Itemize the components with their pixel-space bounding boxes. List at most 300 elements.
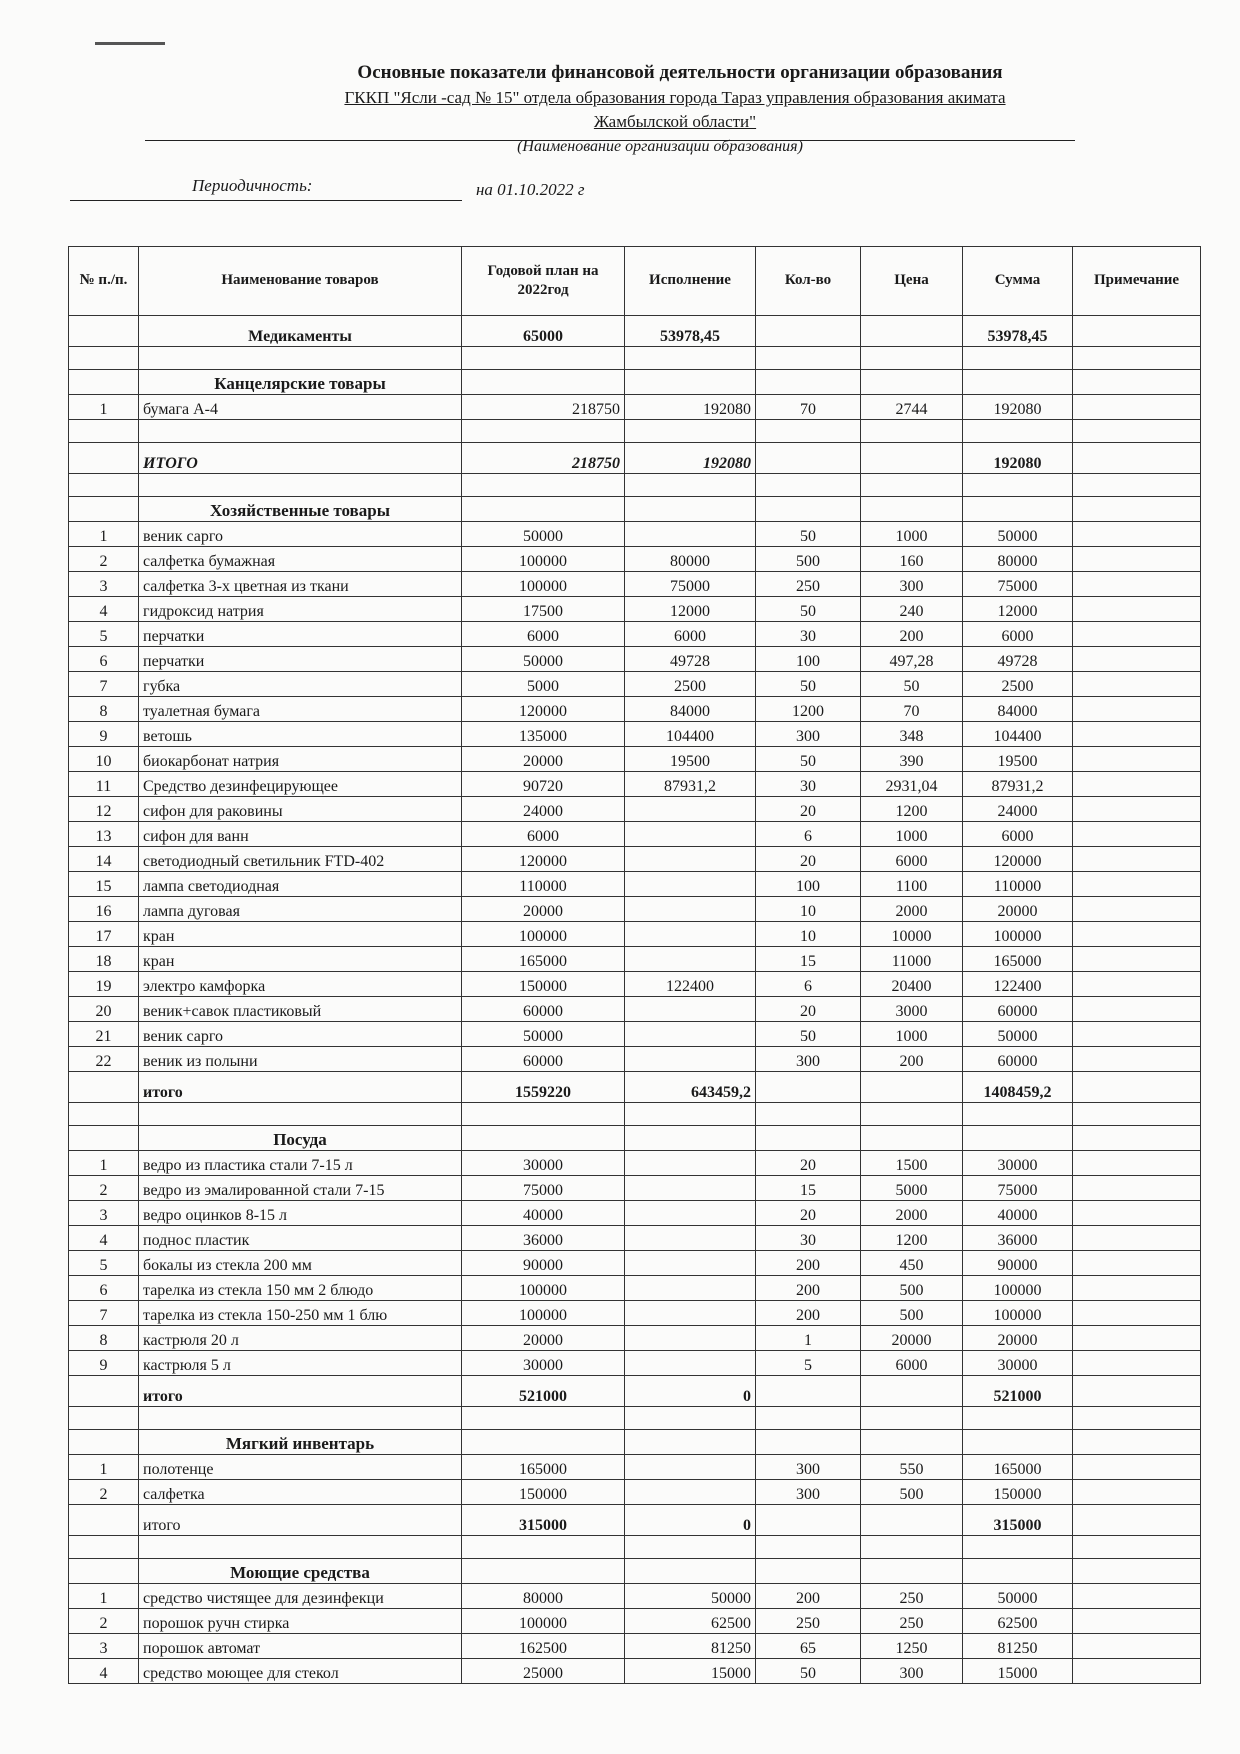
note-cell xyxy=(1073,1176,1201,1201)
sum-cell: 6000 xyxy=(963,822,1073,847)
periodicity-underline xyxy=(70,200,462,201)
document-title: Основные показатели финансовой деятельности организации образования xyxy=(357,62,1003,83)
row-number-cell: 14 xyxy=(69,847,139,872)
execution-cell xyxy=(625,1022,756,1047)
sum-cell: 192080 xyxy=(963,395,1073,420)
row-number-cell: 13 xyxy=(69,822,139,847)
total-label-cell: итого xyxy=(139,1072,462,1103)
item-row xyxy=(69,572,1201,597)
price-cell: 2744 xyxy=(861,395,963,420)
item-row xyxy=(69,847,1201,872)
sum-cell: 1408459,2 xyxy=(963,1072,1073,1103)
item-name-cell: бокалы из стекла 200 мм xyxy=(139,1251,462,1276)
item-row xyxy=(69,1584,1201,1609)
empty-cell xyxy=(139,347,462,370)
price-cell: 240 xyxy=(861,597,963,622)
item-name-cell: веник сарго xyxy=(139,1022,462,1047)
sum-cell: 165000 xyxy=(963,947,1073,972)
note-cell xyxy=(1073,722,1201,747)
sum-cell: 521000 xyxy=(963,1376,1073,1407)
section-title: Моющие средства xyxy=(139,1559,462,1584)
empty-cell xyxy=(963,370,1073,395)
item-row xyxy=(69,872,1201,897)
empty-cell xyxy=(1073,1536,1201,1559)
plan-cell: 6000 xyxy=(462,622,625,647)
column-header-name: Наименование товаров xyxy=(139,247,462,316)
item-row xyxy=(69,1276,1201,1301)
empty-cell xyxy=(861,474,963,497)
note-cell xyxy=(1073,1047,1201,1072)
sum-cell: 104400 xyxy=(963,722,1073,747)
empty-cell xyxy=(963,1126,1073,1151)
empty-cell xyxy=(861,420,963,443)
empty-cell xyxy=(625,370,756,395)
organization-caption: (Наименование организации образования) xyxy=(517,138,803,155)
column-header-sum: Сумма xyxy=(963,247,1073,316)
note-cell xyxy=(1073,395,1201,420)
price-cell: 200 xyxy=(861,622,963,647)
item-name-cell: лампа светодиодная xyxy=(139,872,462,897)
sum-cell: 6000 xyxy=(963,622,1073,647)
quantity-cell: 200 xyxy=(756,1584,861,1609)
quantity-cell: 6 xyxy=(756,972,861,997)
row-number-cell: 3 xyxy=(69,1201,139,1226)
quantity-cell: 20 xyxy=(756,847,861,872)
empty-cell xyxy=(462,1559,625,1584)
execution-cell: 87931,2 xyxy=(625,772,756,797)
note-cell xyxy=(1073,622,1201,647)
item-name-cell: тарелка из стекла 150 мм 2 блюдо xyxy=(139,1276,462,1301)
empty-cell xyxy=(861,1536,963,1559)
item-row xyxy=(69,1251,1201,1276)
empty-cell xyxy=(462,347,625,370)
financial-table xyxy=(68,246,1201,1684)
note-cell xyxy=(1073,572,1201,597)
item-row xyxy=(69,1609,1201,1634)
execution-cell: 12000 xyxy=(625,597,756,622)
price-cell: 300 xyxy=(861,1659,963,1684)
item-name-cell: электро камфорка xyxy=(139,972,462,997)
blank-row xyxy=(69,420,1201,443)
item-row xyxy=(69,897,1201,922)
note-cell xyxy=(1073,547,1201,572)
row-number-cell: 19 xyxy=(69,972,139,997)
sum-cell: 15000 xyxy=(963,1659,1073,1684)
plan-cell: 24000 xyxy=(462,797,625,822)
row-number-cell: 3 xyxy=(69,1634,139,1659)
note-cell xyxy=(1073,522,1201,547)
execution-cell xyxy=(625,897,756,922)
item-row xyxy=(69,672,1201,697)
row-number-cell: 2 xyxy=(69,1176,139,1201)
item-name-cell: кран xyxy=(139,947,462,972)
empty-cell xyxy=(625,1430,756,1455)
total-label-cell: итого xyxy=(139,1505,462,1536)
row-number-cell: 4 xyxy=(69,597,139,622)
plan-cell: 80000 xyxy=(462,1584,625,1609)
note-cell xyxy=(1073,1022,1201,1047)
quantity-cell: 30 xyxy=(756,1226,861,1251)
row-number-cell: 8 xyxy=(69,697,139,722)
price-cell: 20000 xyxy=(861,1326,963,1351)
empty-cell xyxy=(963,1536,1073,1559)
note-cell xyxy=(1073,1251,1201,1276)
price-cell: 1100 xyxy=(861,872,963,897)
note-cell xyxy=(1073,1480,1201,1505)
item-name-cell: ветошь xyxy=(139,722,462,747)
plan-cell: 60000 xyxy=(462,1047,625,1072)
plan-cell: 75000 xyxy=(462,1176,625,1201)
empty-cell xyxy=(462,420,625,443)
column-header-price: Цена xyxy=(861,247,963,316)
total-label-cell: ИТОГО xyxy=(139,443,462,474)
empty-cell xyxy=(1073,370,1201,395)
empty-cell xyxy=(69,1103,139,1126)
execution-cell: 2500 xyxy=(625,672,756,697)
empty-cell xyxy=(1073,420,1201,443)
empty-cell xyxy=(756,1536,861,1559)
price-cell xyxy=(861,1505,963,1536)
item-row xyxy=(69,972,1201,997)
price-cell: 160 xyxy=(861,547,963,572)
note-cell xyxy=(1073,672,1201,697)
plan-cell: 40000 xyxy=(462,1201,625,1226)
note-cell xyxy=(1073,443,1201,474)
note-cell xyxy=(1073,1505,1201,1536)
sum-cell: 62500 xyxy=(963,1609,1073,1634)
quantity-cell: 250 xyxy=(756,572,861,597)
note-cell xyxy=(1073,1276,1201,1301)
item-name-cell: порошок автомат xyxy=(139,1634,462,1659)
note-cell xyxy=(1073,922,1201,947)
item-name-cell: кастрюля 5 л xyxy=(139,1351,462,1376)
empty-cell xyxy=(861,1126,963,1151)
row-number-cell: 1 xyxy=(69,1151,139,1176)
quantity-cell: 300 xyxy=(756,1047,861,1072)
execution-cell xyxy=(625,997,756,1022)
execution-cell xyxy=(625,947,756,972)
price-cell: 20400 xyxy=(861,972,963,997)
price-cell: 1250 xyxy=(861,1634,963,1659)
quantity-cell: 1200 xyxy=(756,697,861,722)
price-cell: 50 xyxy=(861,672,963,697)
execution-cell: 80000 xyxy=(625,547,756,572)
execution-cell xyxy=(625,1326,756,1351)
note-cell xyxy=(1073,897,1201,922)
empty-cell xyxy=(861,370,963,395)
table-body xyxy=(69,316,1201,1684)
sum-cell: 122400 xyxy=(963,972,1073,997)
section-title: Хозяйственные товары xyxy=(139,497,462,522)
sum-cell: 165000 xyxy=(963,1455,1073,1480)
row-number-cell: 8 xyxy=(69,1326,139,1351)
execution-cell: 643459,2 xyxy=(625,1072,756,1103)
item-row xyxy=(69,722,1201,747)
sum-cell: 50000 xyxy=(963,1022,1073,1047)
row-number-cell xyxy=(69,497,139,522)
note-cell xyxy=(1073,1376,1201,1407)
plan-cell: 30000 xyxy=(462,1151,625,1176)
plan-cell: 110000 xyxy=(462,872,625,897)
row-number-cell xyxy=(69,1072,139,1103)
quantity-cell xyxy=(756,1505,861,1536)
sum-cell: 53978,45 xyxy=(963,316,1073,347)
sum-cell: 30000 xyxy=(963,1351,1073,1376)
total-row xyxy=(69,1376,1201,1407)
plan-cell: 5000 xyxy=(462,672,625,697)
plan-cell: 120000 xyxy=(462,697,625,722)
item-name-cell: бумага А-4 xyxy=(139,395,462,420)
total-label-cell: итого xyxy=(139,1376,462,1407)
item-row xyxy=(69,1351,1201,1376)
empty-cell xyxy=(1073,1407,1201,1430)
item-name-cell: светодиодный светильник FTD-402 xyxy=(139,847,462,872)
item-name-cell: сифон для раковины xyxy=(139,797,462,822)
row-number-cell xyxy=(69,370,139,395)
price-cell: 500 xyxy=(861,1276,963,1301)
sum-cell: 80000 xyxy=(963,547,1073,572)
quantity-cell: 20 xyxy=(756,997,861,1022)
empty-cell xyxy=(861,1559,963,1584)
plan-cell: 100000 xyxy=(462,547,625,572)
summary-row xyxy=(69,316,1201,347)
sum-cell: 40000 xyxy=(963,1201,1073,1226)
section-header-row xyxy=(69,1126,1201,1151)
blank-row xyxy=(69,474,1201,497)
empty-cell xyxy=(1073,1430,1201,1455)
note-cell xyxy=(1073,1072,1201,1103)
price-cell: 11000 xyxy=(861,947,963,972)
sum-cell: 60000 xyxy=(963,1047,1073,1072)
note-cell xyxy=(1073,316,1201,347)
plan-cell: 20000 xyxy=(462,1326,625,1351)
plan-cell: 135000 xyxy=(462,722,625,747)
price-cell: 500 xyxy=(861,1301,963,1326)
sum-cell: 100000 xyxy=(963,922,1073,947)
note-cell xyxy=(1073,647,1201,672)
execution-cell xyxy=(625,1301,756,1326)
sum-cell: 50000 xyxy=(963,522,1073,547)
empty-cell xyxy=(1073,1559,1201,1584)
column-header-number: № п./п. xyxy=(69,247,139,316)
execution-cell: 84000 xyxy=(625,697,756,722)
row-number-cell: 4 xyxy=(69,1226,139,1251)
row-number-cell: 2 xyxy=(69,1480,139,1505)
column-header-note: Примечание xyxy=(1073,247,1201,316)
sum-cell: 110000 xyxy=(963,872,1073,897)
item-name-cell: порошок ручн стирка xyxy=(139,1609,462,1634)
price-cell: 1000 xyxy=(861,522,963,547)
price-cell: 348 xyxy=(861,722,963,747)
item-name-cell: салфетка бумажная xyxy=(139,547,462,572)
plan-cell: 20000 xyxy=(462,897,625,922)
item-row xyxy=(69,1201,1201,1226)
quantity-cell: 5 xyxy=(756,1351,861,1376)
row-number-cell xyxy=(69,443,139,474)
row-number-cell xyxy=(69,1505,139,1536)
item-name-cell: веник сарго xyxy=(139,522,462,547)
empty-cell xyxy=(625,497,756,522)
note-cell xyxy=(1073,1301,1201,1326)
empty-cell xyxy=(69,1536,139,1559)
note-cell xyxy=(1073,797,1201,822)
quantity-cell: 70 xyxy=(756,395,861,420)
note-cell xyxy=(1073,972,1201,997)
empty-cell xyxy=(756,370,861,395)
item-name-cell: кран xyxy=(139,922,462,947)
total-row xyxy=(69,1505,1201,1536)
note-cell xyxy=(1073,1151,1201,1176)
empty-cell xyxy=(139,474,462,497)
total-row xyxy=(69,1072,1201,1103)
row-number-cell: 4 xyxy=(69,1659,139,1684)
empty-cell xyxy=(963,1407,1073,1430)
empty-cell xyxy=(963,1103,1073,1126)
plan-cell: 50000 xyxy=(462,522,625,547)
sum-cell: 24000 xyxy=(963,797,1073,822)
price-cell: 200 xyxy=(861,1047,963,1072)
table-header-row xyxy=(69,247,1201,316)
note-cell xyxy=(1073,1659,1201,1684)
price-cell: 2000 xyxy=(861,1201,963,1226)
empty-cell xyxy=(756,420,861,443)
execution-cell xyxy=(625,822,756,847)
price-cell: 1200 xyxy=(861,1226,963,1251)
quantity-cell: 10 xyxy=(756,922,861,947)
item-row xyxy=(69,947,1201,972)
item-row xyxy=(69,1326,1201,1351)
empty-cell xyxy=(861,497,963,522)
quantity-cell: 1 xyxy=(756,1326,861,1351)
execution-cell xyxy=(625,872,756,897)
plan-cell: 30000 xyxy=(462,1351,625,1376)
empty-cell xyxy=(625,347,756,370)
plan-cell: 25000 xyxy=(462,1659,625,1684)
price-cell: 1200 xyxy=(861,797,963,822)
section-header-row xyxy=(69,370,1201,395)
note-cell xyxy=(1073,822,1201,847)
blank-row xyxy=(69,1407,1201,1430)
empty-cell xyxy=(69,1407,139,1430)
sum-cell: 84000 xyxy=(963,697,1073,722)
row-number-cell: 2 xyxy=(69,1609,139,1634)
item-row xyxy=(69,522,1201,547)
execution-cell: 50000 xyxy=(625,1584,756,1609)
row-number-cell: 12 xyxy=(69,797,139,822)
empty-cell xyxy=(756,1407,861,1430)
row-number-cell: 17 xyxy=(69,922,139,947)
sum-cell: 87931,2 xyxy=(963,772,1073,797)
empty-cell xyxy=(963,1430,1073,1455)
row-number-cell: 11 xyxy=(69,772,139,797)
execution-cell xyxy=(625,1455,756,1480)
plan-cell: 521000 xyxy=(462,1376,625,1407)
quantity-cell xyxy=(756,443,861,474)
execution-cell: 122400 xyxy=(625,972,756,997)
plan-cell: 150000 xyxy=(462,972,625,997)
item-row xyxy=(69,797,1201,822)
item-name-cell: кастрюля 20 л xyxy=(139,1326,462,1351)
sum-cell: 2500 xyxy=(963,672,1073,697)
note-cell xyxy=(1073,1326,1201,1351)
quantity-cell xyxy=(756,1376,861,1407)
quantity-cell: 15 xyxy=(756,947,861,972)
empty-cell xyxy=(625,474,756,497)
item-name-cell: салфетка 3-х цветная из ткани xyxy=(139,572,462,597)
row-number-cell: 3 xyxy=(69,572,139,597)
item-row xyxy=(69,1226,1201,1251)
empty-cell xyxy=(861,1103,963,1126)
note-cell xyxy=(1073,847,1201,872)
price-cell: 497,28 xyxy=(861,647,963,672)
note-cell xyxy=(1073,997,1201,1022)
empty-cell xyxy=(756,1126,861,1151)
quantity-cell: 50 xyxy=(756,672,861,697)
price-cell xyxy=(861,443,963,474)
row-number-cell: 1 xyxy=(69,522,139,547)
quantity-cell xyxy=(756,316,861,347)
item-name-cell: сифон для ванн xyxy=(139,822,462,847)
empty-cell xyxy=(756,474,861,497)
document-header xyxy=(0,62,1240,132)
item-name-cell: тарелка из стекла 150-250 мм 1 блю xyxy=(139,1301,462,1326)
item-row xyxy=(69,822,1201,847)
price-cell: 1000 xyxy=(861,1022,963,1047)
item-name-cell: гидроксид натрия xyxy=(139,597,462,622)
item-name-cell: средство чистящее для дезинфекци xyxy=(139,1584,462,1609)
empty-cell xyxy=(625,1559,756,1584)
item-name-cell: полотенце xyxy=(139,1455,462,1480)
empty-cell xyxy=(963,347,1073,370)
quantity-cell: 300 xyxy=(756,1455,861,1480)
empty-cell xyxy=(861,1407,963,1430)
execution-cell xyxy=(625,847,756,872)
row-number-cell: 16 xyxy=(69,897,139,922)
organization-name-line-2: Жамбылской области" xyxy=(593,112,757,131)
plan-cell: 100000 xyxy=(462,572,625,597)
sum-cell: 36000 xyxy=(963,1226,1073,1251)
sum-cell: 81250 xyxy=(963,1634,1073,1659)
row-number-cell: 6 xyxy=(69,1276,139,1301)
item-row xyxy=(69,1659,1201,1684)
execution-cell: 6000 xyxy=(625,622,756,647)
plan-cell: 315000 xyxy=(462,1505,625,1536)
execution-cell xyxy=(625,1226,756,1251)
note-cell xyxy=(1073,1584,1201,1609)
sum-cell: 19500 xyxy=(963,747,1073,772)
note-cell xyxy=(1073,697,1201,722)
sum-cell: 150000 xyxy=(963,1480,1073,1505)
plan-cell: 17500 xyxy=(462,597,625,622)
item-name-cell: туалетная бумага xyxy=(139,697,462,722)
empty-cell xyxy=(963,497,1073,522)
sum-cell: 100000 xyxy=(963,1276,1073,1301)
execution-cell xyxy=(625,1151,756,1176)
sum-cell: 120000 xyxy=(963,847,1073,872)
note-cell xyxy=(1073,872,1201,897)
item-name-cell: ведро оцинков 8-15 л xyxy=(139,1201,462,1226)
execution-cell: 62500 xyxy=(625,1609,756,1634)
note-cell xyxy=(1073,772,1201,797)
price-cell: 250 xyxy=(861,1609,963,1634)
plan-cell: 218750 xyxy=(462,443,625,474)
execution-cell: 81250 xyxy=(625,1634,756,1659)
item-row xyxy=(69,1151,1201,1176)
empty-cell xyxy=(462,1407,625,1430)
section-title: Канцелярские товары xyxy=(139,370,462,395)
plan-cell: 165000 xyxy=(462,947,625,972)
empty-cell xyxy=(756,1559,861,1584)
